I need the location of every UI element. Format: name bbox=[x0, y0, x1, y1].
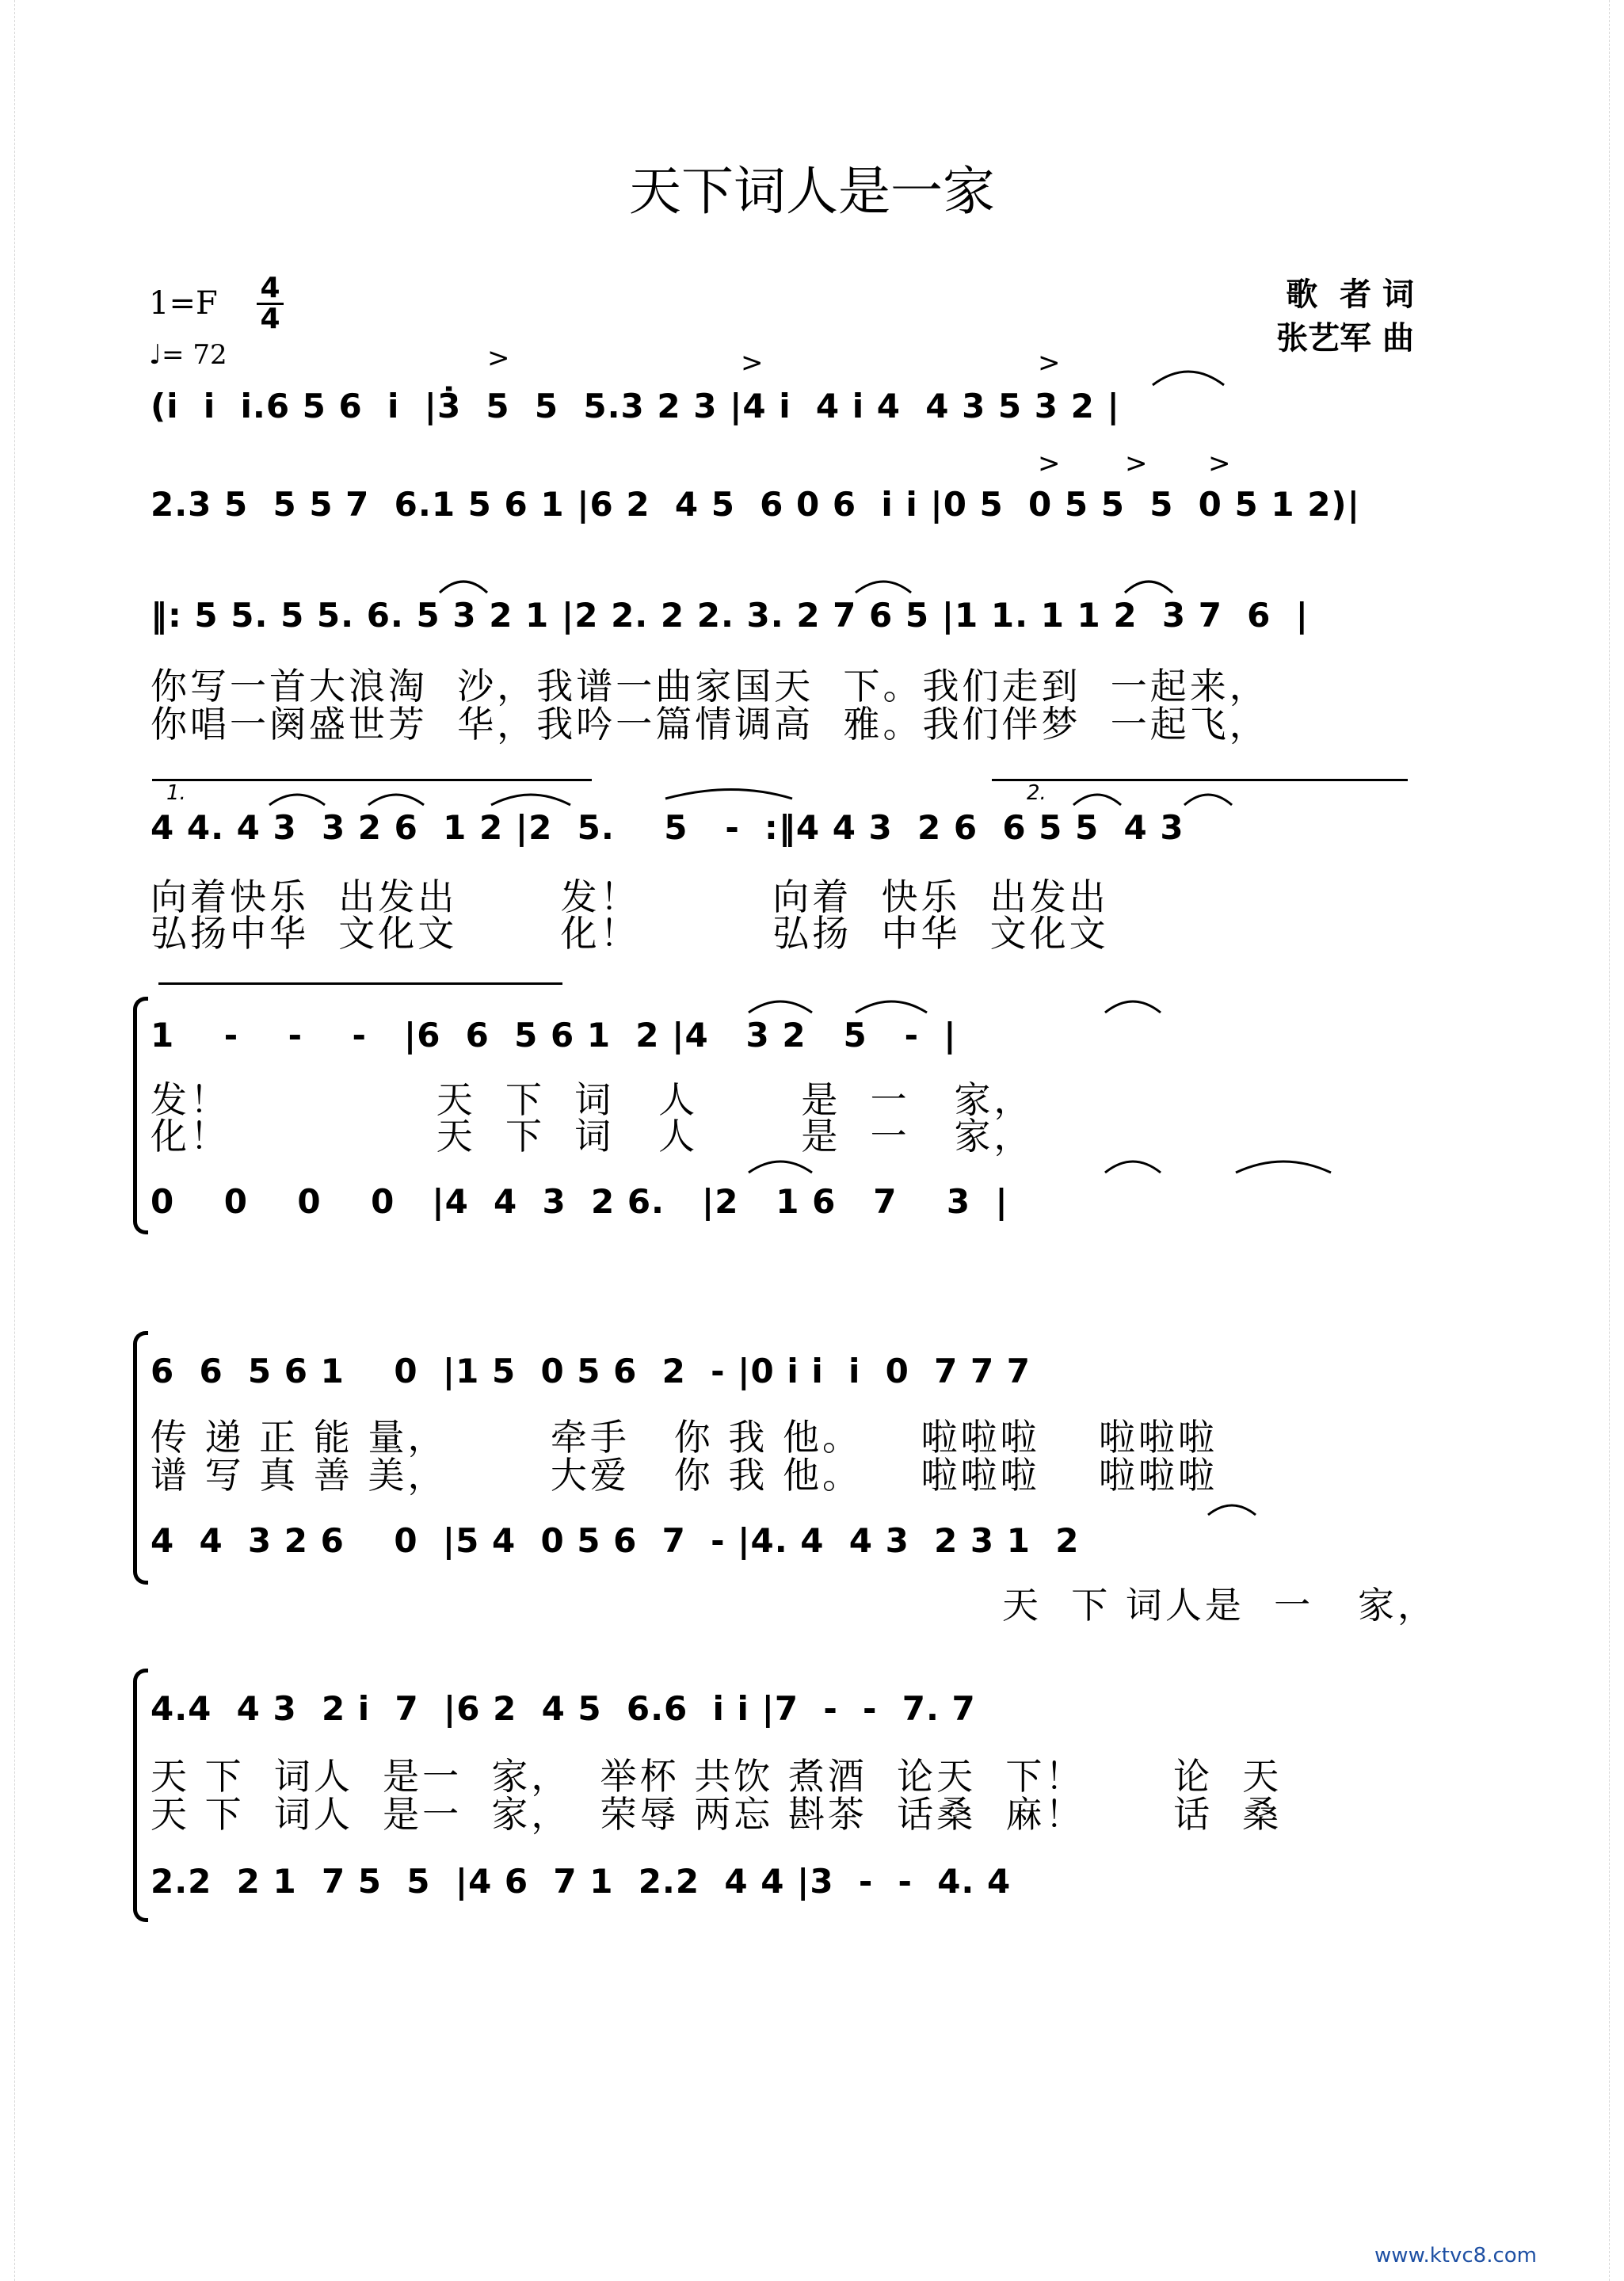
melody-line: 4.4 4 3 2 i̇ 7 |6 2 4 5 6.6 i̇ i̇ |7 - - 7. 7 bbox=[151, 1689, 989, 1728]
notation-line: 2.3 5 5 5 7 6.1 5 6 1 |6 2 4 5 6 0 6 i̇ i̇ |0 5 0 5 5 5 0 5 1 2)| bbox=[151, 485, 1360, 524]
melody-line: 1 - - - |6 6 5 6 1 2 |4 3 2 5 - | bbox=[151, 1016, 957, 1055]
lyric-verse-1: 向着快乐 出发出 发！ 向着 快乐 出发出 bbox=[151, 875, 1109, 918]
harmony-line: 2.2 2 1 7 5 5 |4 6 7 1 2.2 4 4 |3 - - 4. 4 bbox=[151, 1862, 1024, 1901]
notation-line: 4 4. 4 3 3 2 6 1 2 |2 5. 5 - :‖4 4 3 2 6 6 5 5 4 3 bbox=[151, 808, 1197, 847]
key-signature: 1=F bbox=[149, 285, 218, 322]
lyric-verse-2: 你唱一阕盛世芳 华，我吟一篇情调高 雅。我们伴梦 一起飞， bbox=[151, 703, 1269, 746]
time-signature-top: 4 bbox=[260, 272, 280, 304]
harmony-line: 4 4 3 2 6 0 |5 4 0 5 6 7 - |4. 4 4 3 2 3 1 2 bbox=[151, 1521, 1092, 1560]
lyric-verse-1: 传 递 正 能 量， 牵手 你 我 他。 啦啦啦 啦啦啦 bbox=[151, 1416, 1218, 1459]
lyric-verse-1: 发！ 天 下 词 人 是 一 家， bbox=[151, 1078, 1034, 1121]
notation-line: (i̇ i̇ i̇.6 5 6 i̇ |3̇ 5 5 5.3 2 3 |4 i̇ 4 i̇ 4 4 3 5 3 2 | bbox=[151, 387, 1120, 425]
harmony-lyric: 天 下 词人是 一 家， bbox=[1002, 1584, 1437, 1627]
lyric-verse-1: 你写一首大浪淘 沙，我谱一曲家国天 下。我们走到 一起来， bbox=[151, 665, 1269, 708]
accent-mark: > bbox=[1038, 347, 1061, 379]
accent-mark: > bbox=[1208, 448, 1231, 479]
melody-line: 6 6 5 6 1 0 |1 5 0 5 6 2 - |0 i̇ i̇ i̇ 0 7 7 7 bbox=[151, 1352, 1043, 1390]
composer-credit: 张艺军 曲 bbox=[1276, 320, 1414, 357]
volta-number-1: 1. bbox=[166, 781, 186, 805]
watermark: www.ktvc8.com bbox=[1374, 2244, 1537, 2268]
song-title: 天下词人是一家 bbox=[629, 161, 995, 222]
notation-line: ‖: 5 5. 5 5. 6. 5 3 2 1 |2 2. 2 2. 3. 2 7 6 5 |1 1. 1 1 2 3 7 6 | bbox=[151, 596, 1309, 635]
accent-mark: > bbox=[1125, 448, 1148, 479]
accent-mark: > bbox=[741, 347, 764, 379]
volta-number-2: 2. bbox=[1027, 781, 1046, 805]
lyric-verse-2: 化！ 天 下 词 人 是 一 家， bbox=[151, 1115, 1034, 1158]
accent-mark: > bbox=[487, 342, 510, 374]
lyric-verse-2: 天 下 词人 是一 家， 荣辱 两忘 斟茶 话桑 麻！ 话 桑 bbox=[151, 1793, 1283, 1836]
tempo-marking: ♩= 72 bbox=[149, 339, 227, 371]
lyric-verse-1: 天 下 词人 是一 家， 举杯 共饮 煮酒 论天 下！ 论 天 bbox=[151, 1755, 1283, 1798]
time-signature-bottom: 4 bbox=[257, 303, 284, 334]
lyric-verse-2: 谱 写 真 善 美， 大爱 你 我 他。 啦啦啦 啦啦啦 bbox=[151, 1454, 1218, 1497]
lyricist-credit: 歌 者 词 bbox=[1286, 277, 1414, 313]
accent-mark: > bbox=[1038, 448, 1061, 479]
harmony-line: 0 0 0 0 |4 4 3 2 6. |2 1 6 7 3 | bbox=[151, 1182, 1008, 1221]
lyric-verse-2: 弘扬中华 文化文 化！ 弘扬 中华 文化文 bbox=[151, 912, 1109, 955]
